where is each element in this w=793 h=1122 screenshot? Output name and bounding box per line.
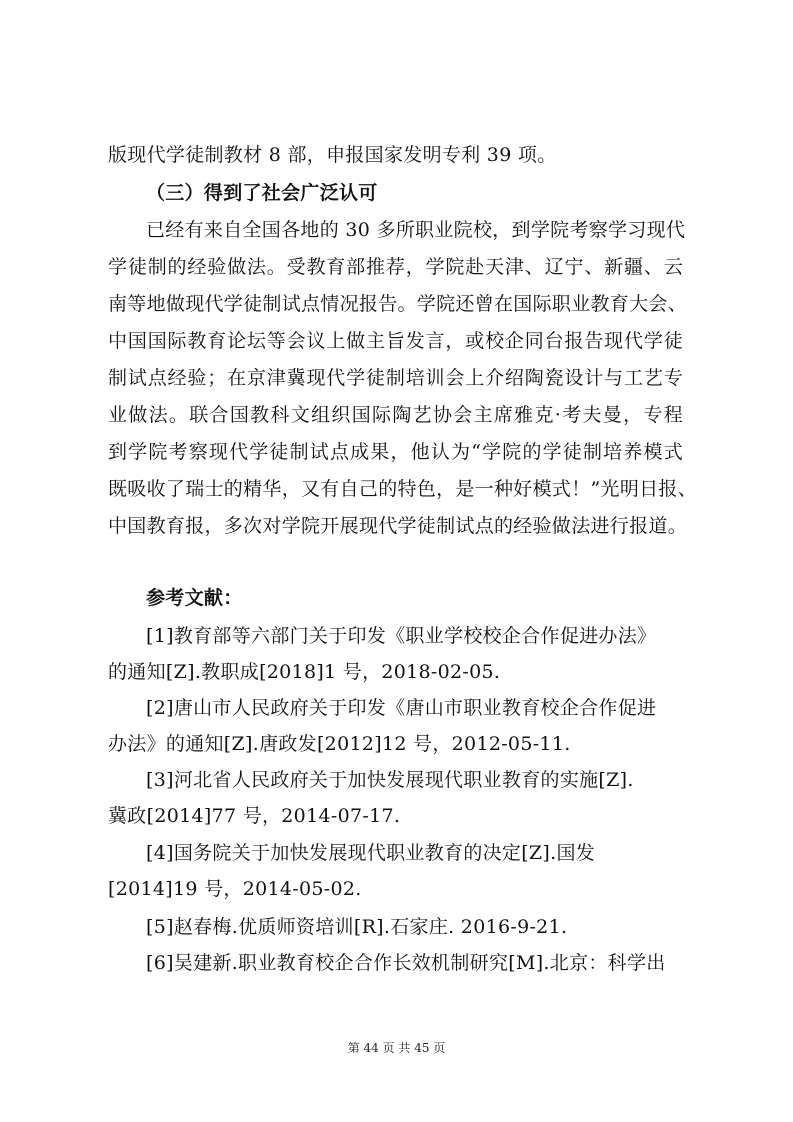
reference-item-2-line2: 办法》的通知[Z].唐政发[2012]12 号，2012-05-11. [108, 733, 571, 755]
reference-item-3-line1: [3]河北省人民政府关于加快发展现代职业教育的实施[Z]. [146, 769, 634, 791]
page-footer: 第 44 页 共 45 页 [347, 1041, 446, 1055]
paragraph-line: 中国教育报，多次对学院开展现代学徒制试点的经验做法进行报道。 [108, 515, 688, 537]
paragraph-line: 业做法。联合国教科文组织国际陶艺协会主席雅克·考夫曼，专程 [108, 404, 683, 426]
paragraph-line: 既吸收了瑞士的精华，又有自己的特色，是一种好模式！”光明日报、 [108, 478, 698, 500]
reference-item-6-line1: [6]吴建新.职业教育校企合作长效机制研究[M].北京：科学出 [146, 952, 666, 974]
section-heading: （三）得到了社会广泛认可 [146, 182, 378, 204]
paragraph-line: 学徒制的经验做法。受教育部推荐，学院赴天津、辽宁、新疆、云 [108, 256, 683, 278]
paragraph-line: 到学院考察现代学徒制试点成果，他认为“学院的学徒制培养模式 [108, 441, 683, 463]
reference-item-4-line1: [4]国务院关于加快发展现代职业教育的决定[Z].国发 [146, 842, 596, 864]
reference-item-4-line2: [2014]19 号，2014-05-02. [108, 878, 362, 900]
reference-item-1-line1: [1]教育部等六部门关于印发《职业学校校企合作促进办法》 [146, 625, 657, 647]
intro-line: 版现代学徒制教材 8 部，申报国家发明专利 39 项。 [108, 144, 557, 166]
paragraph-line: 南等地做现代学徒制试点情况报告。学院还曾在国际职业教育大会、 [108, 293, 688, 315]
paragraph-line: 中国国际教育论坛等会议上做主旨发言，或校企同台报告现代学徒 [108, 330, 683, 352]
reference-item-2-line1: [2]唐山市人民政府关于印发《唐山市职业教育校企合作促进 [146, 697, 657, 719]
reference-item-5-line1: [5]赵春梅.优质师资培训[R].石家庄. 2016-9-21. [146, 916, 568, 938]
references-heading: 参考文献： [146, 587, 243, 609]
reference-item-3-line2: 冀政[2014]77 号，2014-07-17. [108, 805, 401, 827]
paragraph-line: 已经有来自全国各地的 30 多所职业院校，到学院考察学习现代 [146, 219, 686, 241]
reference-item-1-line2: 的通知[Z].教职成[2018]1 号，2018-02-05. [108, 661, 501, 683]
paragraph-line: 制试点经验；在京津冀现代学徒制培训会上介绍陶瓷设计与工艺专 [108, 367, 683, 389]
